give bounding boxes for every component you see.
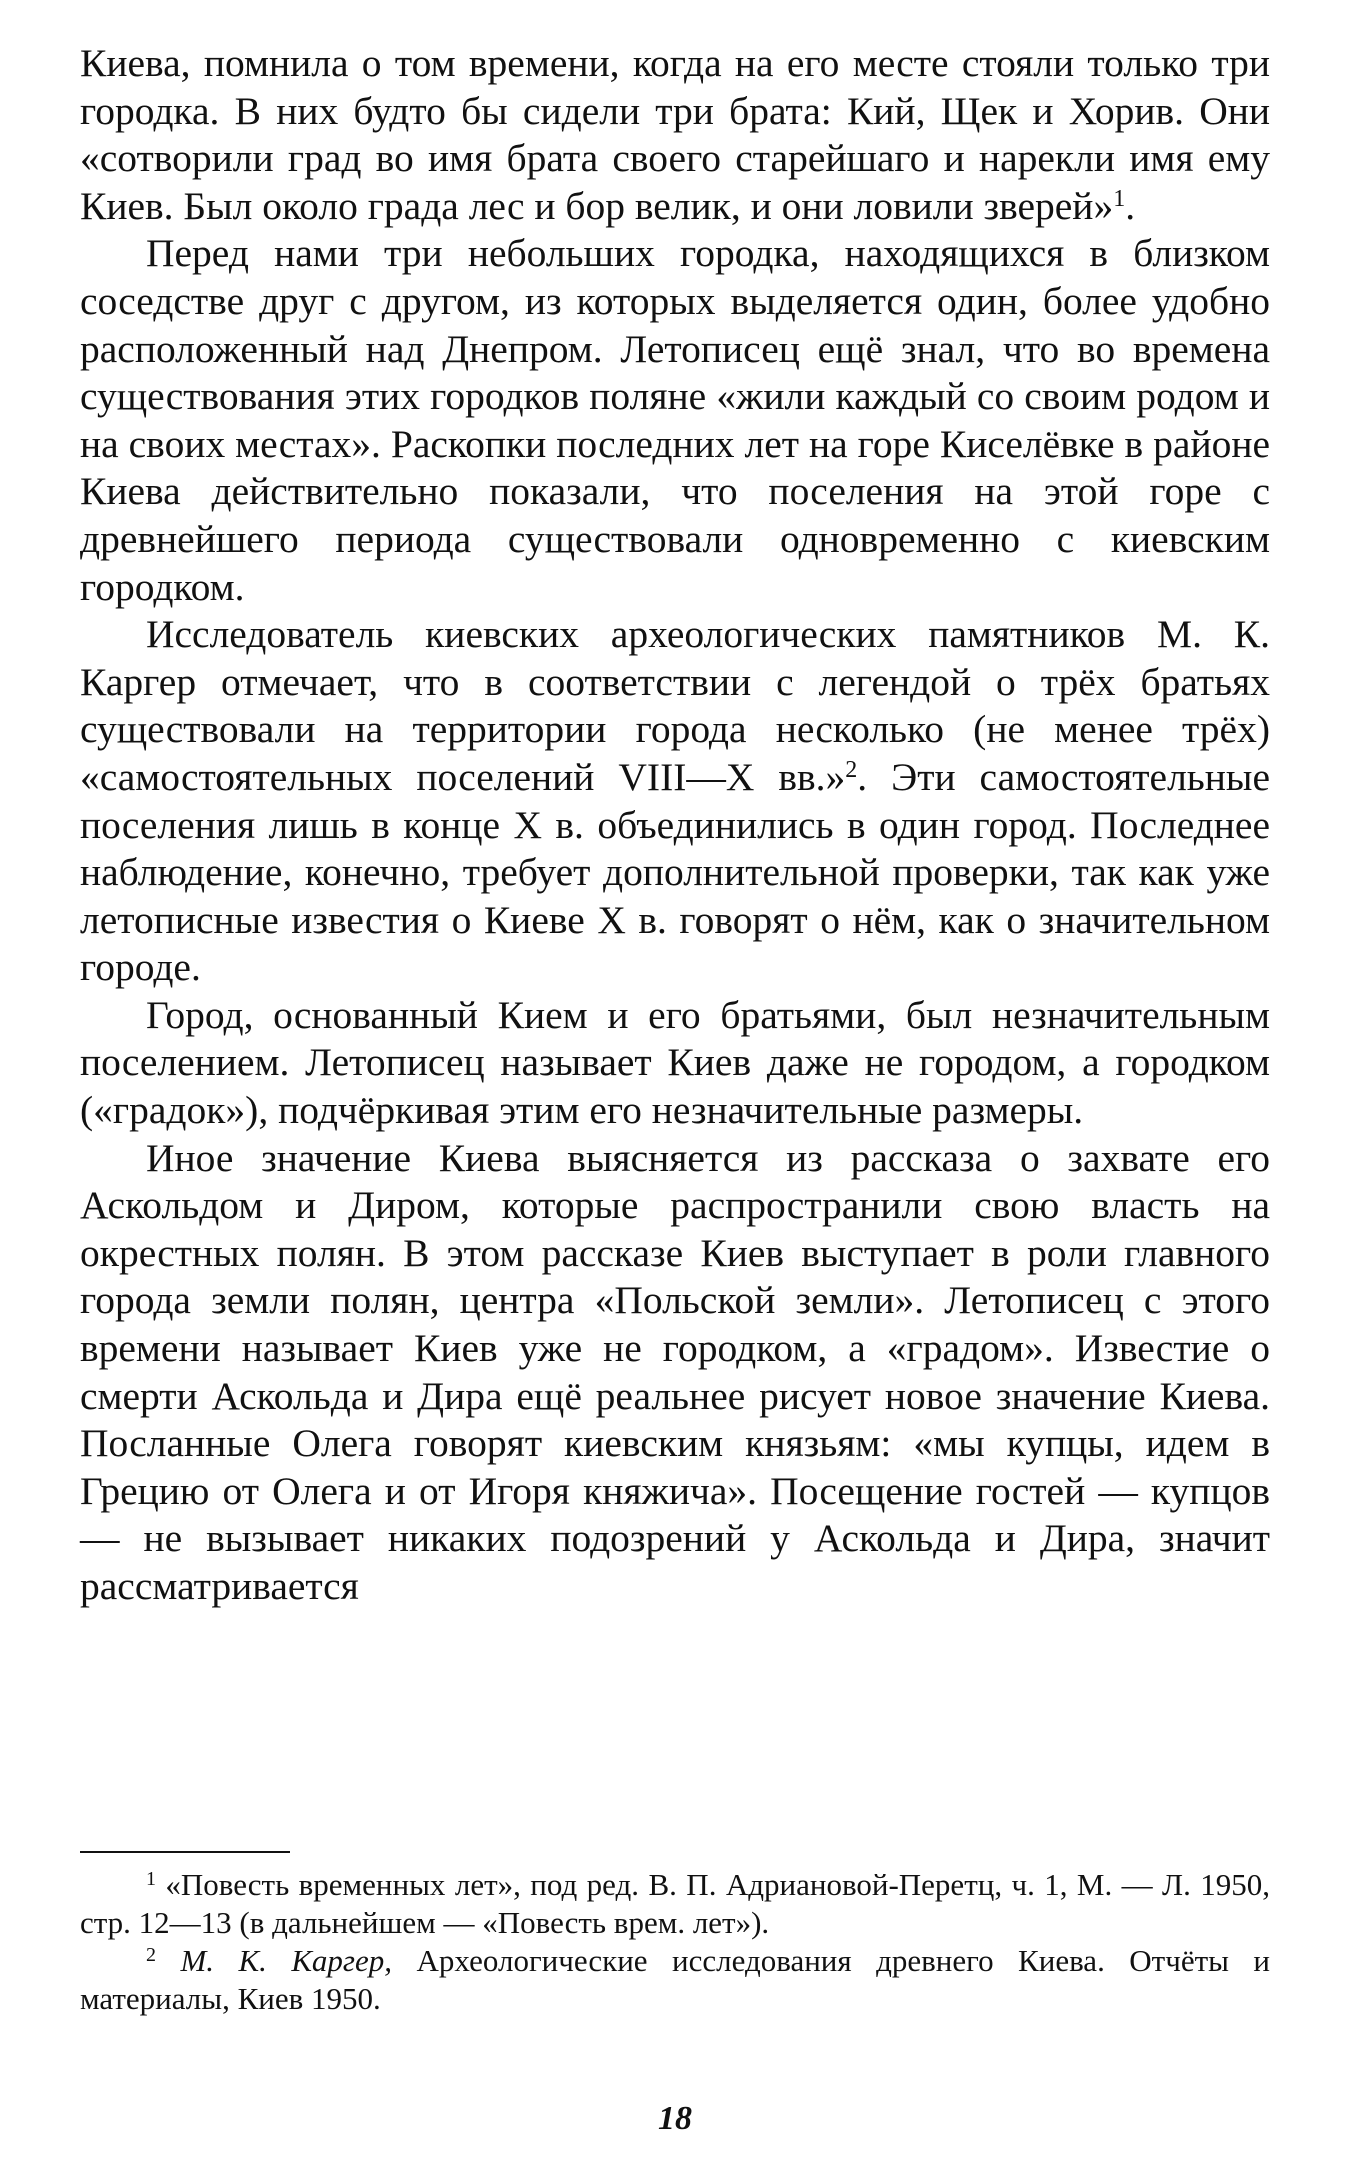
paragraph-3-continued: . Эти самостоятельные поселения лишь в конце X в. объединились в один город. Последнее наблюдение, конечно, требует дополнительной проверки, так как уже летописные известия о Киеве X в. говорят о нём, как о значительном городе. — [80, 754, 1270, 990]
paragraph-2 — [80, 230, 1270, 611]
paragraph-3 — [80, 611, 1270, 992]
paragraph-1-end: . — [1125, 183, 1136, 228]
paragraph-5-text: Иное значение Киева выясняется из рассказа о захвате его Аскольдом и Диром, которые распространили свою власть на окрестных полян. В этом рассказе Киев выступает в роли главного города земли полян, центра «Польской земли». Летописец с этого времени называет Киев уже не городком, а «градом». Известие о смерти Аскольда и Дира ещё реальнее рисует новое значение Киева. Посланные Олега говорят киевским князьям: «мы купцы, идем в Грецию от Олега и от Игоря княжича». Посещение гостей — купцов — не вызывает никаких подозрений у Аскольда и Дира, значит рассматривается — [80, 1135, 1270, 1608]
paragraph-1 — [80, 40, 1270, 230]
footnote-2 — [80, 1942, 1270, 2018]
footnote-separator — [80, 1851, 290, 1853]
footnote-1 — [80, 1866, 1270, 1942]
footnote-ref-1[interactable]: 1 — [1113, 185, 1126, 212]
footnote-1-mark: 1 — [146, 1868, 156, 1890]
page-number: 18 — [658, 2100, 692, 2137]
footnote-2-mark: 2 — [146, 1944, 156, 1966]
paragraph-3-text: Исследователь киевских археологических памятников М. К. Каргер отмечает, что в соответствии с легендой о трёх братьях существовали на территории города несколько (не менее трёх) «самостоятельных поселений VIII—X вв.» — [80, 612, 1270, 799]
main-text — [80, 40, 1270, 1611]
paragraph-5 — [80, 1135, 1270, 1611]
paragraph-1-text: Киева, помнила о том времени, когда на его месте стояли только три городка. В них будто бы сидели три брата: Кий, Щек и Хорив. Они «сотворили град во имя брата своего старейшаго и нарекли имя ему Киев. Был около града лес и бор велик, и они ловили зверей» — [80, 41, 1270, 228]
footnote-ref-2[interactable]: 2 — [845, 756, 858, 783]
footnote-1-text: «Повесть временных лет», под ред. В. П. Адриановой-Перетц, ч. 1, М. — Л. 1950, стр. 12—13 (в дальнейшем — «Повесть врем. лет»). — [80, 1867, 1270, 1940]
paragraph-2-text: Перед нами три небольших городка, находящихся в близком соседстве друг с другом, из которых выделяется один, более удобно расположенный над Днепром. Летописец ещё знал, что во времена существования этих городков поляне «жили каждый со своим родом и на своих местах». Раскопки последних лет на горе Киселёвке в районе Киева действительно показали, что поселения на этой горе с древнейшего периода существовали одновременно с киевским городком. — [80, 231, 1270, 609]
paragraph-4 — [80, 992, 1270, 1135]
footnote-2-author: М. К. Каргер, — [180, 1943, 393, 1978]
footnote-2-text: Археологические исследования древнего Киева. Отчёты и материалы, Киев 1950. — [80, 1943, 1271, 2016]
footnotes — [80, 1866, 1270, 2018]
paragraph-4-text: Город, основанный Кием и его братьями, был незначительным поселением. Летописец называет Киев даже не городом, а городком («градок»), подчёркивая этим его незначительные размеры. — [80, 992, 1270, 1133]
